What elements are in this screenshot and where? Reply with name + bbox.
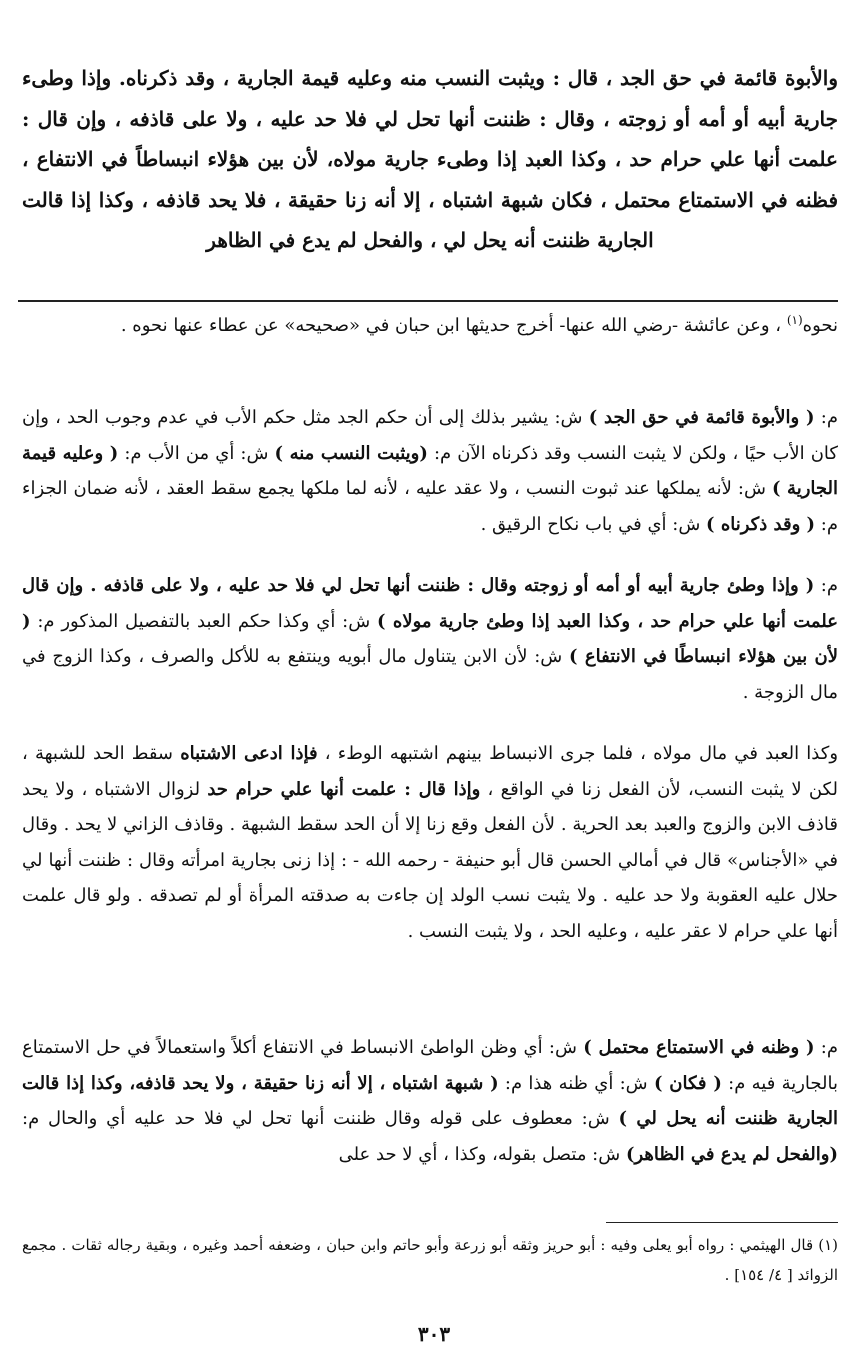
- sharh-text: وكذا العبد في مال مولاه ، فلما جرى الانبساط بينهم اشتبهه الوطء ،: [317, 743, 839, 764]
- sharh-text: لزوال الاشتباه ، ولا يحد قاذف الابن والزوج والعبد بعد الحرية . لأن الفعل وقع زنا إلا أن الحد سقط الشبهة . وقاذف الزاني لا يحد . وقال في «الأجناس» قال في أمالي الحسن قال أبو حنيفة - رحمه الله - : إذا زنى بجارية امرأته وقال : ظننت أنها لي حلال عليه العقوبة ولا حد عليه . ولا يثبت نسب الولد إن جاءت به صدقته المرأة أو لم تصدقه . ولو قال علمت أنها علي حرام لا عقر عليه ، وعليه الحد ، ولا يثبت النسب .: [22, 778, 838, 942]
- matn-quote: ( وعليه قيمة الجارية ): [22, 442, 838, 499]
- commentary-paragraph: [22, 400, 838, 542]
- matn-quote: (والفحل لم يدع في الظاهر): [625, 1143, 838, 1165]
- continuation-pre: نحوه: [802, 315, 838, 336]
- matn-quote: ( لأن بين هؤلاء انبساطًا في الانتفاع ): [22, 610, 838, 667]
- matn-quote: فإذا ادعى الاشتباه: [180, 743, 318, 764]
- matn-quote: وإذا قال : علمت أنها علي حرام حد: [207, 778, 481, 800]
- sharh-text: ش: يشير بذلك إلى أن حكم الجد مثل حكم الأب في عدم وجوب الحد ، وإن كان الأب حيًا ، ولكن لا يثبت النسب وقد ذكرناه الآن م:: [22, 407, 838, 464]
- sharh-text: م:: [814, 407, 838, 428]
- main-text-block: [22, 58, 838, 261]
- matn-quote: ( وظنه في الاستمتاع محتمل ): [583, 1037, 815, 1058]
- commentary-section-1: [22, 400, 838, 542]
- commentary-section-2: [22, 568, 838, 710]
- sharh-text: ش: أي ظنه هذا م:: [498, 1072, 654, 1094]
- sharh-text: ش: أي من الأب م:: [118, 442, 275, 464]
- sharh-text: ش: لأن الابن يتناول مال أبويه وينتفع به للأكل والصرف ، وكذا الزوج في مال الزوجة .: [22, 646, 838, 703]
- sharh-text: ش: أي في باب نكاح الرقيق .: [480, 513, 707, 535]
- commentary-section-4: [22, 1030, 838, 1172]
- matn-quote: ( وقد ذكرناه ): [706, 513, 816, 535]
- sharh-text: م:: [814, 575, 838, 596]
- matn-quote: ( فكان ): [653, 1072, 722, 1094]
- matn-quote: ( والأبوة قائمة في حق الجد ): [588, 407, 815, 428]
- commentary-continuation: [22, 308, 838, 344]
- footnote-block: [22, 1230, 838, 1290]
- commentary-section-3: [22, 736, 838, 949]
- commentary-paragraph: [22, 1030, 838, 1172]
- continuation-post: ، وعن عائشة -رضي الله عنها- أخرج حديثها ابن حبان في «صحيحه» عن عطاء عنها نحوه .: [120, 315, 782, 336]
- continuation-paragraph: [22, 308, 838, 344]
- sharh-text: ش: لأنه يملكها عند ثبوت النسب ، ولا عقد عليه ، لأنه لما ملكها يجمع سقط العقد ، لأنه ضمان الجزاء م:: [22, 478, 838, 535]
- footnote-text: (١) قال الهيثمي : رواه أبو يعلى وفيه : أبو حريز وثقه أبو زرعة وأبو حاتم وابن حبان ، وضعفه أحمد وغيره ، وبقية رجاله ثقات . مجمع الزوائد [ ٤/ ١٥٤] .: [22, 1236, 838, 1284]
- matn-quote: ( شبهة اشتباه ، إلا أنه زنا حقيقة ، ولا يحد قاذفه، وكذا إذا قالت الجارية ظننت أنه يحل لي ): [22, 1072, 838, 1129]
- matn-quote: ( وإذا وطئ جارية أبيه أو أمه أو زوجته وقال : ظننت أنها تحل لي فلا حد عليه ، ولا على قاذفه . وإن قال علمت أنها علي حرام حد ، وكذا العبد إذا وطئ جارية مولاه ): [22, 575, 838, 632]
- sharh-text: م:: [814, 1037, 838, 1058]
- sharh-text: ش: أي وظن الواطئ الانبساط في الانتفاع أكلاً واستعمالاً في حل الاستمتاع بالجارية فيه م:: [22, 1037, 839, 1094]
- sharh-text: سقط الحد للشبهة ، لكن لا يثبت النسب، لأن الفعل زنا في الواقع ،: [22, 743, 838, 800]
- footnote-reference: (١): [786, 313, 803, 327]
- page-number: ٣٠٣: [417, 1322, 451, 1346]
- commentary-paragraph: [22, 568, 838, 710]
- sharh-text: ش: متصل بقوله، وكذا ، أي لا حد على: [338, 1143, 626, 1165]
- commentary-paragraph: [22, 736, 838, 949]
- sharh-text: ش: أي وكذا حكم العبد بالتفصيل المذكور م:: [30, 610, 378, 632]
- main-text-paragraph: والأبوة قائمة في حق الجد ، قال : ويثبت النسب منه وعليه قيمة الجارية ، وقد ذكرناه. وإذا وطىء جارية أبيه أو أمه أو زوجته ، وقال : ظننت أنها تحل لي فلا حد عليه ، ولا على قاذفه ، وإن قال : علمت أنها علي حرام حد ، وكذا العبد إذا وطىء جارية مولاه، لأن بين هؤلاء انبساطاً في الانتفاع ، فظنه في الاستمتاع محتمل ، فكان شبهة اشتباه ، إلا أنه زنا حقيقة ، فلا يحد قاذفه ، وكذا إذا قالت الجارية ظننت أنه يحل لي ، والفحل لم يدع في الظاهر: [22, 66, 838, 252]
- footnote-separator: [606, 1222, 838, 1223]
- main-text-separator: [18, 300, 838, 302]
- matn-quote: (ويثبت النسب منه ): [274, 442, 428, 464]
- sharh-text: ش: معطوف على قوله وقال ظننت أنها تحل لي فلا حد عليه أي والحال م:: [22, 1108, 619, 1129]
